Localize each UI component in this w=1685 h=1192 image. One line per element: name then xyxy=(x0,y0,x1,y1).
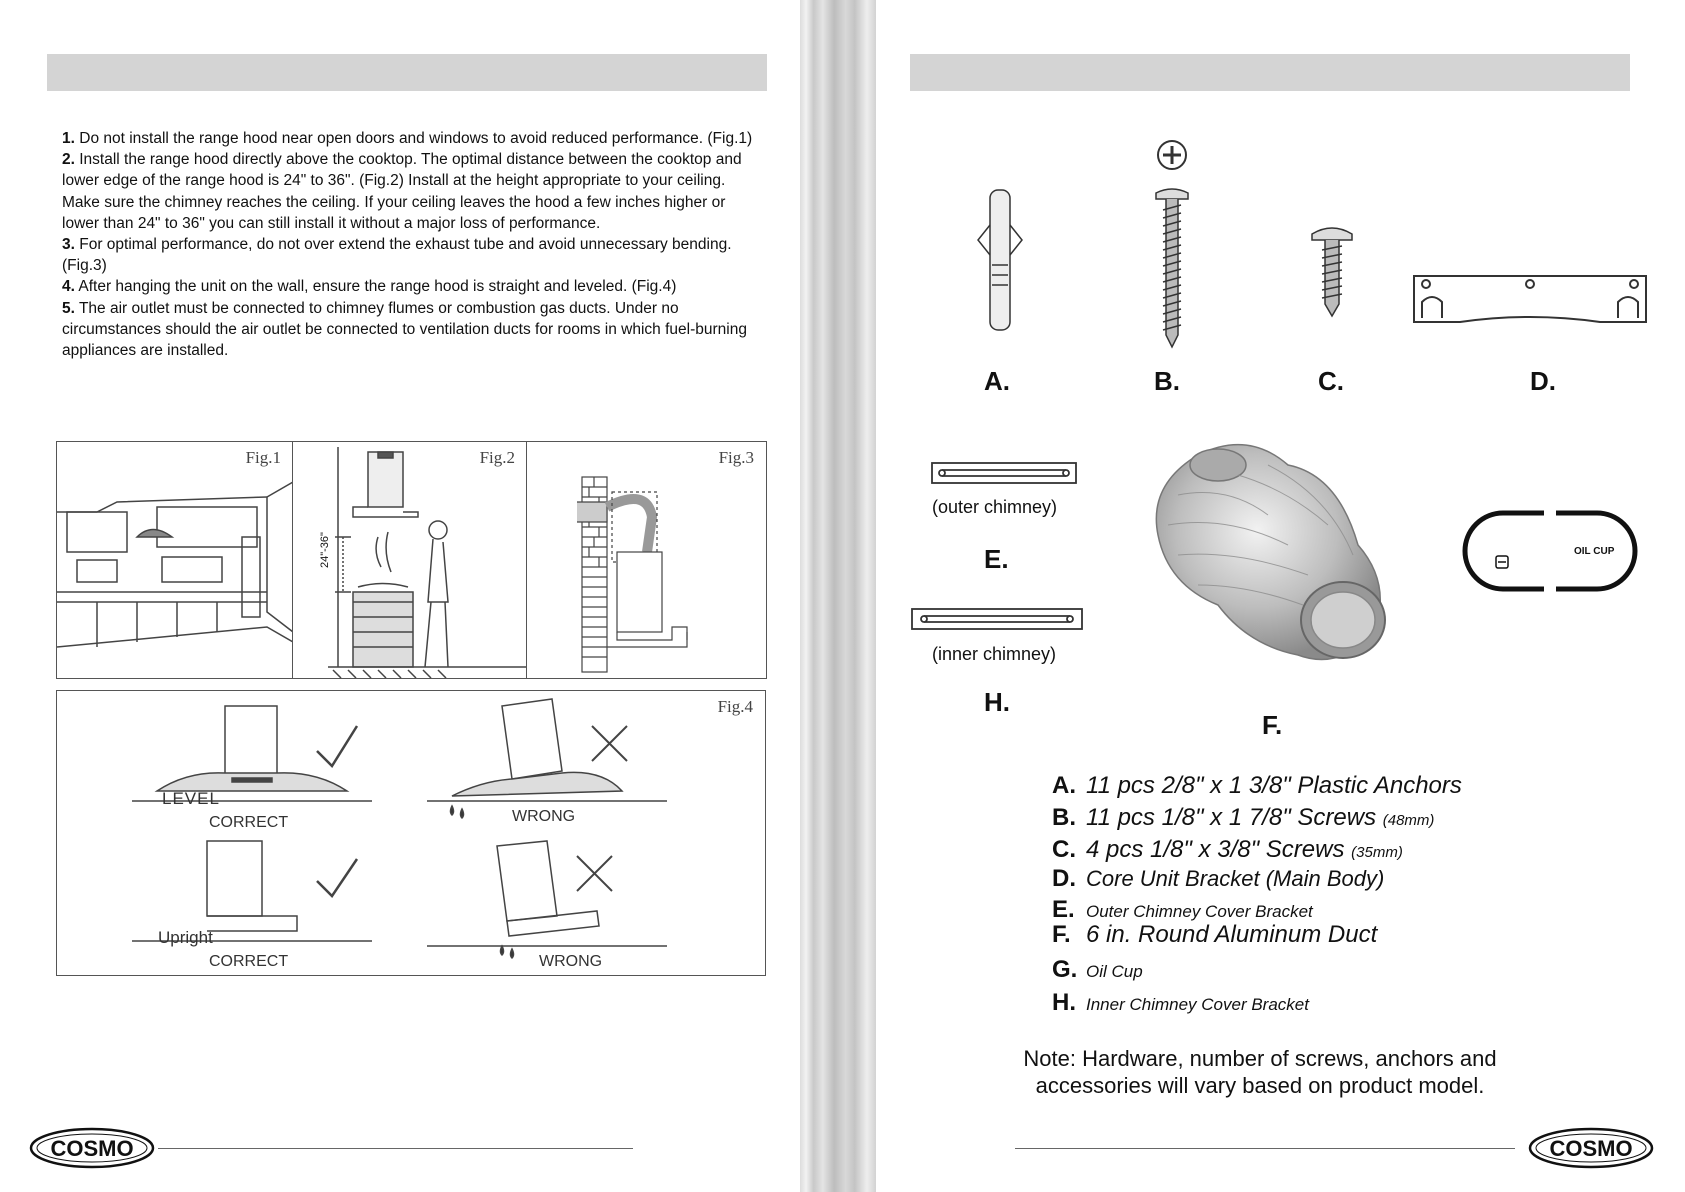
part-e-letter: E. xyxy=(984,544,1009,574)
figure-1-panel xyxy=(56,441,294,679)
wrong-label-2: WRONG xyxy=(539,953,603,970)
left-footer-line xyxy=(158,1148,633,1149)
part-c-letter: C. xyxy=(1318,366,1344,396)
instruction-1: 1. Do not install the range hood near open doors and windows to avoid reduced performance. (Fig.1) xyxy=(62,130,753,147)
figure-1-label: Fig.1 xyxy=(245,448,281,467)
long-screw-icon xyxy=(1150,185,1194,350)
hardware-note: Note: Hardware, number of screws, anchors and accessories will vary based on product model. xyxy=(1023,1046,1497,1098)
plastic-anchor-icon xyxy=(970,185,1030,340)
instruction-5: 5. The air outlet must be connected to chimney flumes or combustion gas ducts. Under no circumstances should the air outlet be connected to ventilation ducts for rooms in which fuel-burning appliances are installed. xyxy=(62,299,747,360)
parts-list-f: F. 6 in. Round Aluminum Duct xyxy=(1052,921,1378,948)
right-footer-line xyxy=(1015,1148,1515,1149)
installation-instructions xyxy=(62,128,762,361)
part-d-letter: D. xyxy=(1530,366,1556,396)
instruction-3: 3. For optimal performance, do not over extend the exhaust tube and avoid unnecessary bending. (Fig.3) xyxy=(62,236,732,275)
upright-label: Upright xyxy=(158,928,213,947)
inner-chimney-bracket-icon xyxy=(910,606,1084,632)
exhaust-duct-illustration xyxy=(527,442,766,678)
figure-2-panel xyxy=(292,441,528,679)
outer-chimney-bracket-icon xyxy=(930,460,1078,486)
parts-list-h: H. Inner Chimney Cover Bracket xyxy=(1052,989,1309,1016)
parts-list-b: B. 11 pcs 1/8" x 1 7/8" Screws (48mm) xyxy=(1052,804,1435,831)
core-unit-bracket-icon xyxy=(1410,272,1650,327)
cosmo-logo-left xyxy=(28,1126,156,1170)
part-h-letter: H. xyxy=(984,687,1010,717)
part-b-letter: B. xyxy=(1154,366,1180,396)
logo-text-right: COSMO xyxy=(1549,1136,1633,1161)
aluminum-duct-icon xyxy=(1138,435,1398,670)
page-spine xyxy=(800,0,876,1192)
wrong-label-1: WRONG xyxy=(512,808,576,825)
parts-list-g: G. Oil Cup xyxy=(1052,956,1143,983)
parts-list-e: E. Outer Chimney Cover Bracket xyxy=(1052,896,1313,923)
short-screw-icon xyxy=(1308,222,1356,322)
correct-label-1: CORRECT xyxy=(209,814,289,831)
cosmo-logo-right xyxy=(1527,1126,1655,1170)
right-header-bar xyxy=(910,54,1630,91)
parts-list-d: D. Core Unit Bracket (Main Body) xyxy=(1052,865,1385,892)
check-mark-icon xyxy=(317,859,357,896)
correct-label-2: CORRECT xyxy=(209,953,289,970)
cross-mark-icon xyxy=(592,726,627,761)
phillips-head-icon xyxy=(1155,138,1189,172)
oil-cup-label: OIL CUP xyxy=(1574,546,1615,557)
parts-list-a: A. 11 pcs 2/8" x 1 3/8" Plastic Anchors xyxy=(1052,772,1462,799)
cross-mark-icon xyxy=(577,856,612,891)
level-label: LEVEL xyxy=(162,789,220,808)
figure-3-panel xyxy=(526,441,767,679)
parts-list-c: C. 4 pcs 1/8" x 3/8" Screws (35mm) xyxy=(1052,836,1403,863)
outer-chimney-caption: (outer chimney) xyxy=(932,497,1058,517)
height-measurement: 24"-36" xyxy=(319,532,331,568)
inner-chimney-caption: (inner chimney) xyxy=(932,644,1057,664)
figure-2-label: Fig.2 xyxy=(479,448,515,467)
instruction-2: 2. Install the range hood directly above the cooktop. The optimal distance between the cooktop and lower edge of the range hood is 24" to 36". (Fig.2) Install at the height appropriate to your ceiling. Make sure the chimney reaches the ceiling. If your ceiling leaves the hood a few inches higher or lower than 24" to 36" you can still install it without a major loss of performance. xyxy=(62,151,742,232)
left-header-bar xyxy=(47,54,767,91)
instruction-4: 4. After hanging the unit on the wall, ensure the range hood is straight and leveled. (Fig.4) xyxy=(62,278,677,296)
check-mark-icon xyxy=(317,726,357,766)
part-a-letter: A. xyxy=(984,366,1010,396)
figure-3-label: Fig.3 xyxy=(718,448,754,467)
logo-text-left: COSMO xyxy=(50,1136,134,1161)
part-f-letter: F. xyxy=(1262,710,1283,740)
figure-4-panel xyxy=(56,690,766,976)
figure-4-label: Fig.4 xyxy=(717,697,753,716)
kitchen-illustration xyxy=(57,442,293,678)
